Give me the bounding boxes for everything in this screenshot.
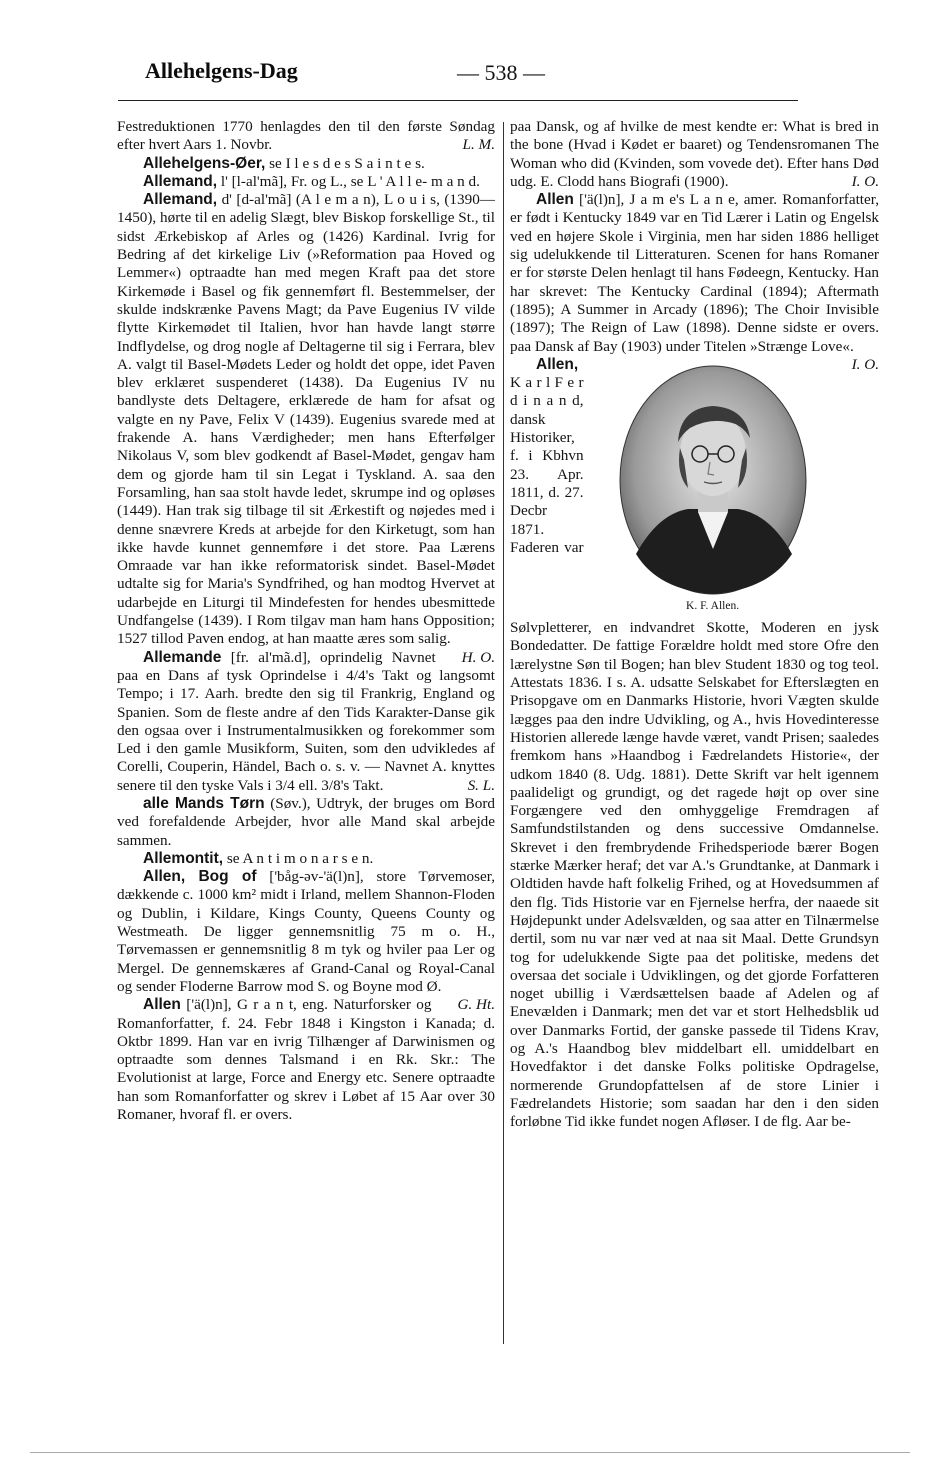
entry-headword: Allen <box>143 996 181 1014</box>
entry-headword: Allemontit, <box>143 849 224 867</box>
entry-continuation <box>510 118 879 191</box>
portrait-caption: K. F. Allen. <box>686 599 740 612</box>
entry-allemand-l <box>117 173 495 191</box>
author-signature: I. O. <box>851 355 879 373</box>
entry-text: ['ä(l)n], G r a n t, eng. Naturforsker og Romanforfatter, f. 24. Febr 1848 i Kingston i Kanada; d. Oktbr 1899. Han var en ivrig Tilhænger af Darwinismen og optraadte som dennes Talsmand i en Rk. Skr.: The Evolutionist at large, Force and Energy etc. Senere optraadte han som Romanforfatter og skrev i Løbet af 15 Aar over 30 Romaner, hvoraf fl. er overs. <box>117 996 495 1124</box>
running-head-title: Allehelgens-Dag <box>145 58 298 83</box>
entry-text: (Søv.), Udtryk, der bruges om Bord ved forefaldende Arbejder, hvor alle Mand skal arbejde sammen. <box>117 794 495 849</box>
scan-bottom-edge <box>30 1452 910 1453</box>
entry-headword: Allen <box>536 191 574 209</box>
portrait-image <box>618 364 808 596</box>
entry-text: K a r l F e r d i n a n d, dansk Historiker, f. i Kbhvn 23. Apr. 1811, d. 27. Decbr 1871. Faderen var Sølvpletterer, en indvandret Skotte, Moderen en jysk Bondedatter. De fattige Forældre holdt med store Ofre den lærelystne Søn til Bogen; han blev Student 1830 og tog teol. Attestats 1836. I s. A. udsatte Selskabet for Efterslægten en Prisopgave om en Danmarks Historie, hvori Vægten skulde lægges paa den indre Udvikling, og A., hvis Hovedinteresse Historien allerede længe havde været, vandt Prisen; saaledes fremkom hans »Haandbog i Fædrelandets Historie«, der udkom 1840 (8. Udg. 1881). Dette Skrift var helt igennem paalideligt og grundigt, og det ragede højt op over sine Forgængere ved den omhyggelige Fremdragen af Samfundstilstanden og dens successive Omdannelse. Skrevet i den frembrydende Frihedsperiode bærer Bogen stærke Mærker heraf; det var A.'s Grundtanke, at Danmark i Oldtiden havde haft folkelig Frihed, og at Hovedsummen af den flg. Tids Historie var en Fjernelse herfra, der naaede sit Højdepunkt under Adelsvælden, og saa atter en Tilnærmelse dertil, som nu var nær ved at naa sit Maal. Dette Grundsyn tog for udelukkende Sigte paa det politiske, medens det oversaa det sociale i Udviklingen, og det gjorde Forfatteren noget ubillig i Værdsættelsen baade af Adelen og af Enevælden i Danmark; men det var et stort Helhedsblik ud over Danmarks Fortid, der ganske passede til Tidens Krav, og A.'s Haandbog blev middelbart ell. umiddelbart en Hovedfaktor i det danske Folks politiske Opdragelse, normerende Grundopfattelsen af de store Linier i Fædrelandets Historie; som saadan har den i den siden forløbne Tid ikke fundet nogen Afløser. I de flg. Aar be- <box>510 374 879 1131</box>
left-column <box>117 118 495 1124</box>
entry-allehelgens-oer <box>117 155 495 173</box>
entry-allemande <box>117 649 495 795</box>
entry-text: paa Dansk, og af hvilke de mest kendte er: What is bred in the bone (Hvad i Kødet er baaret) og Tendensromanen The Woman who did (Kvinden, som vovede det). Efter hans Død udg. E. Clodd hans Biografi (1900). <box>510 118 879 190</box>
portrait-figure <box>594 364 832 615</box>
entry-text: ['båg-əv-'ä(l)n], store Tørvemoser, dækkende c. 1000 km² midt i Irland, mellem Shannon-Floden og Dublin, i Kildare, Kings County, Queens County og Westmeath. De ligger gennemsnitlig 75 m o. H., Tørvemassen er gennemsnitlig 8 m tyk og hviler paa Ler og Mergel. De gennemskæres af Grand-Canal og Royal-Canal og sender Floderne Barrow mod S. og Boyne mod Ø. <box>117 868 496 995</box>
entry-headword: alle Mands Tørn <box>143 794 265 812</box>
author-signature: I. O. <box>851 172 879 190</box>
entry-headword: Allen, <box>536 355 579 373</box>
column-divider <box>503 122 504 1344</box>
entry-text: ['ä(l)n], J a m e's L a n e, amer. Romanforfatter, er født i Kentucky 1849 var en Tid Lærer i Latin og Engelsk ved en højere Skole i Virginia, men har siden 1886 helliget sig udelukkende til Litteraturen. Scenen for hans Romaner er for største Delen henlagt til hans Fødeegn, Kentucky. Han har skrevet: The Kentucky Cardinal (1894); Aftermath (1895); A Summer in Arcady (1896); The Choir Invisible (1897); The Reign of Law (1898). Denne sidste er overs. paa Dansk af Bay (1903) under Titelen »Strænge Love«. <box>510 191 880 355</box>
entry-alle-mands-toern <box>117 795 495 850</box>
entry-text: Festreduktionen 1770 henlagdes den til den første Søndag efter hvert Aars 1. Novbr. <box>117 118 495 154</box>
entry-allen-james-lane <box>510 191 880 373</box>
entry-allen-grant <box>117 996 495 1124</box>
entry-headword: Allemande <box>143 648 222 666</box>
right-column <box>510 118 879 1131</box>
entry-headword: Allemand, <box>143 191 218 209</box>
header-rule <box>118 100 798 101</box>
entry-text: l' [l-al'mã], Fr. og L., se L ' A l l e- m a n d. <box>220 172 480 190</box>
author-signature: S. L. <box>467 776 495 794</box>
entry-text: [fr. al'mã.d], oprindelig Navnet paa en Dans af tysk Oprindelse i 4/4's Takt og langsomt Tempo; i 17. Aarh. bredte den sig til Frankrig, England og Spanien. Som de fleste andre af den Tids Karakter-Danse gik den ogsaa over i Instrumentalmusikken og forekommer som Led i den gamle Musikform, Suiten, som den udvikledes af Corelli, Couperin, Händel, Bach o. s. v. — Navnet A. knyttes senere til den tyske Vals i 3/4 ell. 3/8's Takt. <box>117 648 495 794</box>
entry-headword: Allemand, <box>143 172 218 190</box>
entry-text: se A n t i m o n a r s e n. <box>226 849 374 867</box>
entry-allen-bog-of <box>117 868 496 1014</box>
page-number: — 538 — <box>457 60 545 85</box>
entry-text: se I l e s d e s S a i n t e s. <box>269 154 425 172</box>
entry-text: d' [d-al'mã] (A l e m a n), L o u i s, (1390—1450), hørte til en adelig Slægt, blev Biskop forskellige St., til sidst Ærkebiskop af Arles og (1426) Kardinal. Ivrig for Bedring af det kirkelige Liv (»Reformation paa Hoved og Lemmer«) optraadte han med megen Kraft paa det store Kirkemøde i Basel og fik gennemført fl. Bestemmelser, der skulde indskrænke Pavens Magt; da Pave Eugenius IV vilde flytte Kirkemødet til Italien, hvor han havde langt større Indflydelse, og drog nogle af Deltagerne til sig i Ferrara, blev A. valgt til Basel-Mødets Leder og holdt det oppe, idet Paven blev erklæret suspenderet (1438). Da Eugenius IV nu bandlyste dets Deltagere, erklærede de ham for afsat og valgte en ny Pave, Felix V (1439). Eugenius svarede med at frakende A. hans Værdigheder; men hans Efterfølger Nikolaus V, som blev godkendt af Basel-Mødet, gengav ham dem og gjorde ham til sin Legat i Tyskland. A. saa den Forsamling, han saa stolt havde ledet, skrumpe ind og opløses (1449). Han trak sig tilbage til sit Ærkestift og nøjedes med i denne snævrere Kreds at arbejde for den Kirketugt, som han ikke havde kunnet gennemføre i det store. Paa Lærens Omraade var han ikke reformatorisk sindet. Basel-Mødet udtalte sig for Maria's Syndfrihed, og han modtog Hvervet at udarbejde en Liturgi til Mindefesten for hendes ubesmittede Undfangelse (1439). I Rom tilgav man ham hans Opposition; 1527 tillod Paven endog, at han maatte æres som salig. <box>117 191 495 648</box>
entry-allen-karl-ferdinand <box>510 356 879 1132</box>
author-signature: H. O. <box>461 648 495 666</box>
entry-allemontit <box>117 850 495 868</box>
entry-headword: Allehelgens-Øer, <box>143 154 266 172</box>
author-signature: L. M. <box>462 136 495 154</box>
author-signature: G. Ht. <box>457 996 495 1014</box>
entry-continuation <box>117 118 495 155</box>
page-header <box>145 58 795 98</box>
entry-headword: Allen, Bog of <box>143 868 257 886</box>
